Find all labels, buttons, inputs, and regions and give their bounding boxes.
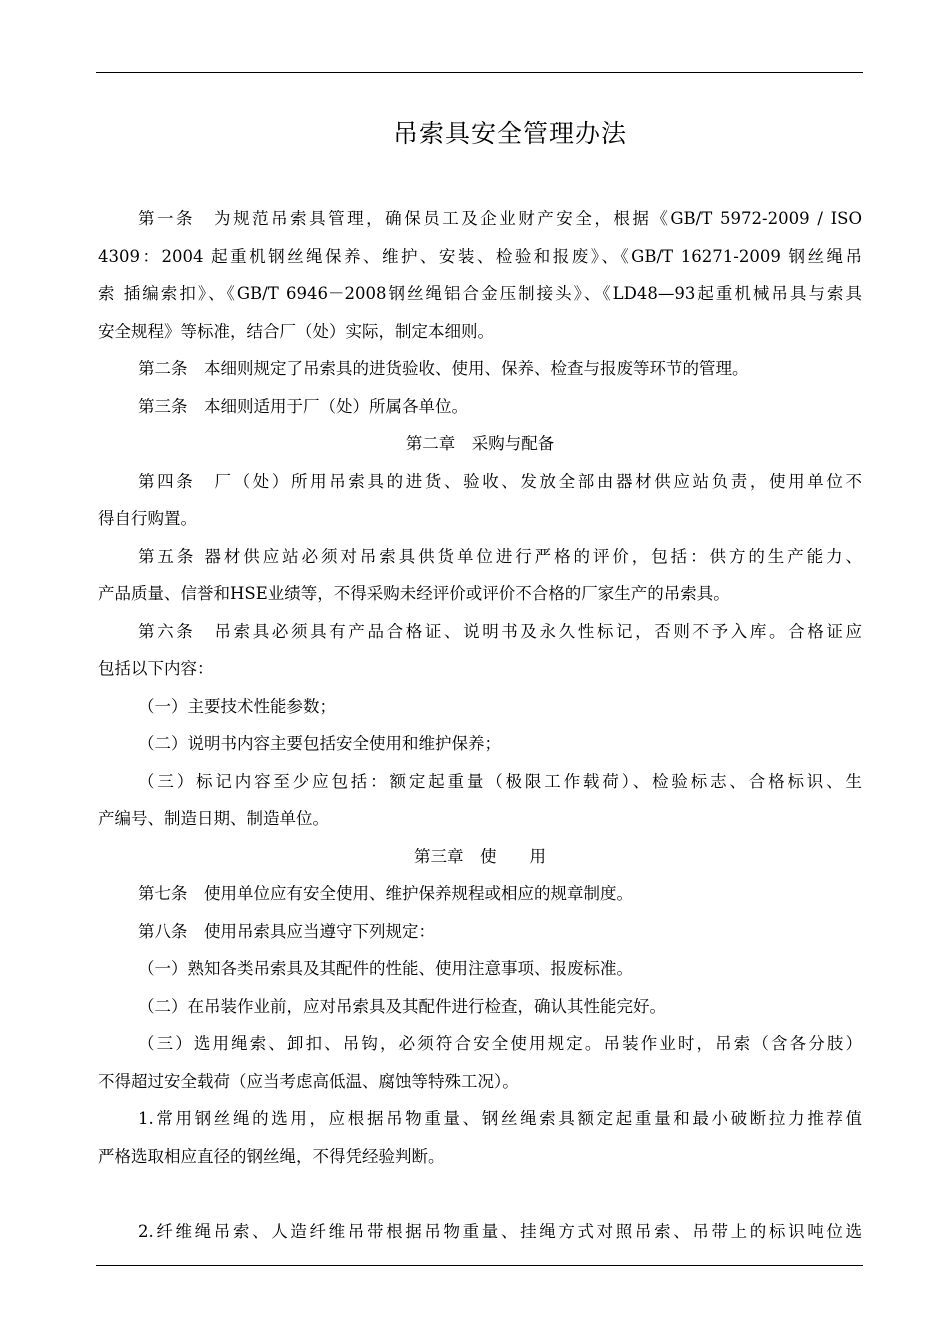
text-line: 索 插编索扣》、《GB/T 6946－2008钢丝绳铝合金压制接头》、《LD48—93起重机械吊具与索具: [98, 284, 862, 303]
text-line: （三）标记内容至少应包括：额定起重量（极限工作载荷）、检验标志、合格标识、生: [138, 772, 862, 791]
text-line: 第三条 本细则适用于厂（处）所属各单位。: [138, 397, 468, 416]
footer-rule: [96, 1265, 863, 1266]
chapter-heading: 第二章 采购与配备: [405, 434, 555, 453]
text-line: 严格选取相应直径的钢丝绳，不得凭经验判断。: [98, 1147, 445, 1166]
text-line: 安全规程》等标准，结合厂（处）实际，制定本细则。: [98, 322, 494, 341]
text-line: 第一条 为规范吊索具管理，确保员工及企业财产安全，根据《GB/T 5972-2009 / ISO: [138, 209, 862, 228]
text-line: 第七条 使用单位应有安全使用、维护保养规程或相应的规章制度。: [138, 884, 633, 903]
chapter-heading: 第三章 使 用: [414, 847, 546, 866]
text-line: （二）说明书内容主要包括安全使用和维护保养；: [138, 734, 501, 753]
text-line: （二）在吊装作业前，应对吊索具及其配件进行检查，确认其性能完好。: [138, 997, 666, 1016]
text-line: 1.常用钢丝绳的选用，应根据吊物重量、钢丝绳索具额定起重量和最小破断拉力推荐值: [138, 1109, 862, 1128]
text-line: （一）主要技术性能参数；: [138, 697, 336, 716]
text-line: 产品质量、信誉和HSE业绩等，不得采购未经评价或评价不合格的厂家生产的吊索具。: [98, 584, 730, 603]
text-line: 第八条 使用吊索具应当遵守下列规定：: [138, 922, 435, 941]
text-line: 得自行购置。: [98, 509, 197, 528]
text-line: 4309：2004 起重机钢丝绳保养、维护、安装、检验和报废》、《GB/T 16271-2009 钢丝绳吊: [98, 247, 862, 266]
text-line: 2.纤维绳吊索、人造纤维吊带根据吊物重量、挂绳方式对照吊索、吊带上的标识吨位选: [138, 1222, 862, 1241]
text-line: 第五条 器材供应站必须对吊索具供货单位进行严格的评价，包括：供方的生产能力、: [138, 547, 862, 566]
text-line: 产编号、制造日期、制造单位。: [98, 809, 329, 828]
document-title: 吊索具安全管理办法: [392, 119, 627, 148]
text-line: （三）选用绳索、卸扣、吊钩，必须符合安全使用规定。吊装作业时，吊索（含各分肢）: [138, 1034, 862, 1053]
header-rule: [96, 72, 863, 73]
text-line: 第四条 厂（处）所用吊索具的进货、验收、发放全部由器材供应站负责，使用单位不: [138, 472, 862, 491]
text-line: 第二条 本细则规定了吊索具的进货验收、使用、保养、检查与报废等环节的管理。: [138, 359, 749, 378]
text-line: 包括以下内容：: [98, 659, 214, 678]
text-line: （一）熟知各类吊索具及其配件的性能、使用注意事项、报废标准。: [138, 959, 633, 978]
text-line: 第六条 吊索具必须具有产品合格证、说明书及永久性标记，否则不予入库。合格证应: [138, 622, 862, 641]
text-line: 不得超过安全载荷（应当考虑高低温、腐蚀等特殊工况）。: [98, 1072, 519, 1091]
